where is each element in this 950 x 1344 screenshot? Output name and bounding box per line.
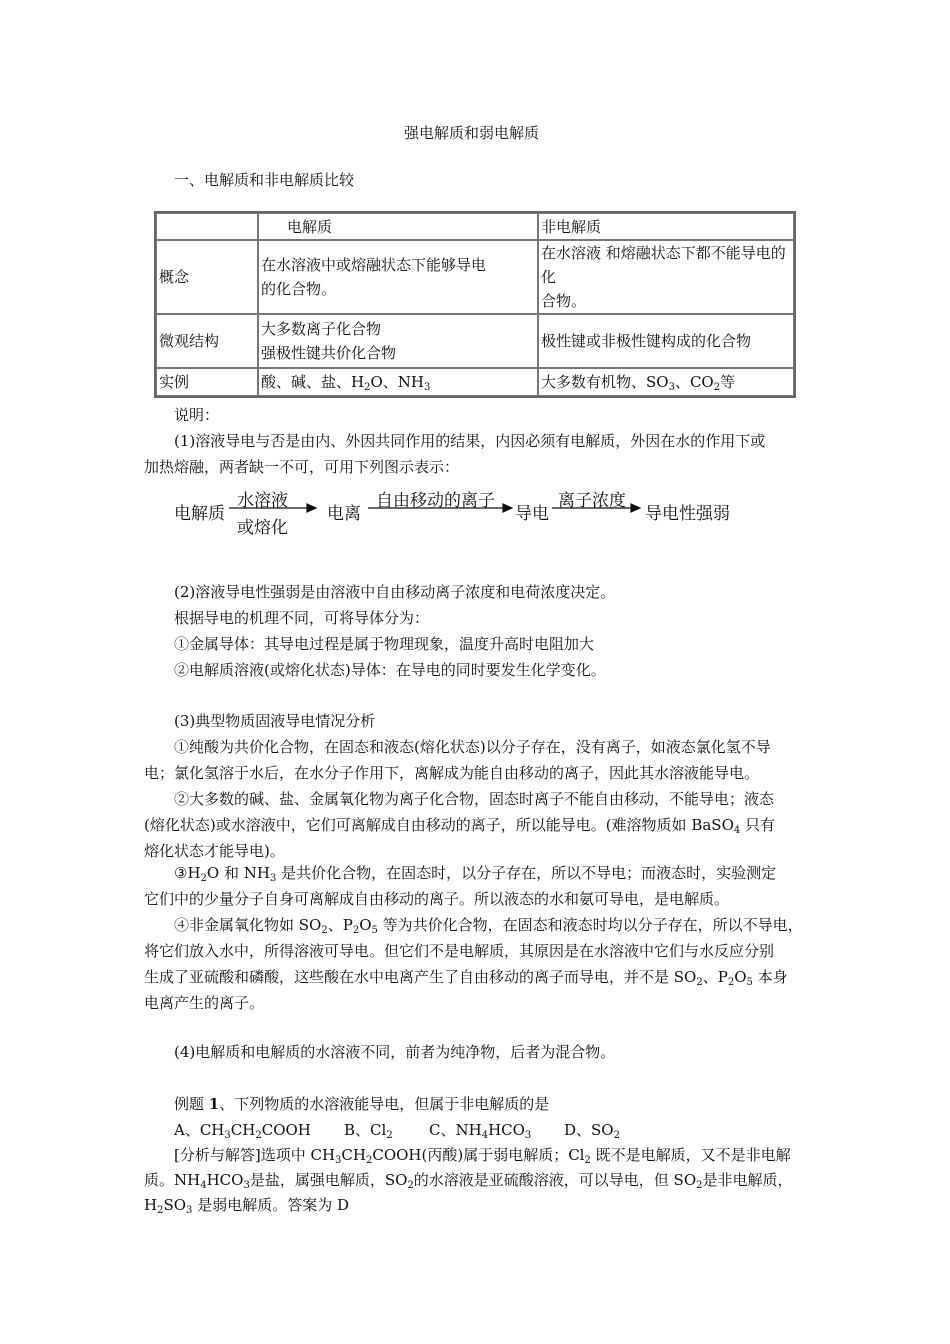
paragraph: (熔化状态)或水溶液中，它们可离解成自由移动的离子，所以能导电。(难溶物质如 BaSO$_4$ 只有 [144, 816, 776, 836]
cell-structure-electrolyte: 大多数离子化合物 强极性键共价化合物 [258, 314, 538, 368]
flow-arrow1-bottom-label: 或熔化 [237, 518, 288, 538]
paragraph: ①纯酸为共价化合物，在固态和液态(熔化状态)以分子存在，没有离子，如液态氯化氢不导 [174, 738, 771, 756]
flow-arrow2-top-label: 自由移动的离子 [376, 491, 495, 511]
paragraph: 电离产生的离子。 [144, 994, 265, 1012]
option-d: D、$SO_2$ [564, 1121, 620, 1141]
cell-concept-electrolyte: 在水溶液中或熔融状态下能够导电 的化合物。 [258, 240, 538, 314]
example-options [174, 1120, 804, 1140]
paragraph: 根据导电的机理不同，可将导体分为： [174, 609, 430, 627]
paragraph: (3)典型物质固液导电情况分析 [174, 712, 376, 730]
flow-arrow-2-head [503, 504, 512, 512]
paragraph: ②大多数的碱、盐、金属氧化物为离子化合物，固态时离子不能自由移动，不能导电；液态 [174, 790, 775, 808]
flow-arrow1-top-label: 水溶液 [237, 491, 288, 511]
flow-arrows [0, 0, 950, 560]
option-b: B、$Cl_2$ [344, 1121, 393, 1141]
flow-node-ionization: 电离 [327, 504, 361, 524]
answer-line: [分析与解答]选项中 $CH_3CH_2COOH$(丙酸)属于弱电解质；$Cl_2$ 既不是电解质，又不是非电解 [174, 1146, 791, 1166]
paragraph: 熔化状态才能导电)。 [144, 842, 285, 860]
paragraph: 它们中的少量分子自身可离解成自由移动的离子。所以液态的水和氨可导电，是电解质。 [144, 890, 730, 908]
paragraph: 电；氯化氢溶于水后，在水分子作用下，离解成为能自由移动的离子，因此其水溶液能导电。 [144, 764, 760, 782]
answer-line: $H_2SO_3$ 是弱电解质。答案为 D [144, 1196, 349, 1216]
option-c: C、$NH_4HCO_3$ [429, 1121, 532, 1141]
row-label-structure: 微观结构 [156, 314, 258, 368]
paragraph: (1)溶液导电与否是由内、外因共同作用的结果，内因必须有电解质，外因在水的作用下或 [174, 432, 766, 450]
paragraph: (2)溶液导电性强弱是由溶液中自由移动离子浓度和电荷浓度决定。 [174, 583, 616, 601]
paragraph: 将它们放入水中，所得溶液可导电。但它们不是电解质，其原因是在水溶液中它们与水反应分别 [144, 942, 775, 960]
example-title: 例题 1、下列物质的水溶液能导电，但属于非电解质的是 [174, 1095, 550, 1113]
flow-arrow-1-head [307, 504, 316, 512]
answer-line: 质。$NH_4HCO_3$是盐，属强电解质，$SO_2$的水溶液是亚硫酸溶液，可以导电，但 $SO_2$是非电解质， [144, 1171, 793, 1191]
flow-arrow-3-head [631, 504, 640, 512]
cell-example-nonelectrolyte: 大多数有机物、$SO_3$、$CO_2$等 [538, 368, 794, 396]
row-label-concept: 概念 [156, 240, 258, 314]
cell-structure-nonelectrolyte: 极性键或非极性键构成的化合物 [538, 314, 794, 368]
table-header-nonelectrolyte: 非电解质 [538, 213, 794, 240]
flow-node-electrolyte: 电解质 [174, 504, 225, 524]
page-title: 强电解质和弱电解质 [404, 124, 540, 142]
paragraph: 加热熔融，两者缺一不可，可用下列图示表示： [144, 458, 460, 476]
note-label: 说明： [174, 406, 220, 424]
cell-example-electrolyte: 酸、碱、盐、$H_2O$、$NH_3$ [258, 368, 538, 396]
table-header-electrolyte: 电解质 [258, 213, 538, 240]
paragraph: (4)电解质和电解质的水溶液不同，前者为纯净物，后者为混合物。 [174, 1043, 616, 1061]
row-label-example: 实例 [156, 368, 258, 396]
flow-arrow3-top-label: 离子浓度 [558, 491, 626, 511]
flow-node-conduct: 导电 [515, 504, 549, 524]
paragraph: $③H_2O$ 和 $NH_3$ 是共价化合物，在固态时，以分子存在，所以不导电；而液态时，实验测定 [174, 864, 777, 884]
paragraph: ②电解质溶液(或熔化状态)导体：在导电的同时要发生化学变化。 [174, 661, 606, 679]
section-heading: 一、电解质和非电解质比较 [174, 171, 355, 189]
paragraph: ①金属导体：其导电过程是属于物理现象，温度升高时电阻加大 [174, 635, 595, 653]
paragraph: 生成了亚硫酸和磷酸，这些酸在水中电离产生了自由移动的离子而导电，并不是 $SO_2$、$P_2O_5$ 本身 [144, 968, 788, 988]
option-a: A、$CH_3CH_2COOH$ [174, 1121, 311, 1141]
cell-concept-nonelectrolyte: 在水溶液 和熔融状态下都不能导电的化 合物。 [538, 240, 794, 314]
flow-node-strength: 导电性强弱 [645, 504, 730, 524]
paragraph: ④非金属氧化物如 $SO_2$、$P_2O_5$ 等为共价化合物，在固态和液态时均以分子存在，所以不导电， [174, 916, 803, 936]
